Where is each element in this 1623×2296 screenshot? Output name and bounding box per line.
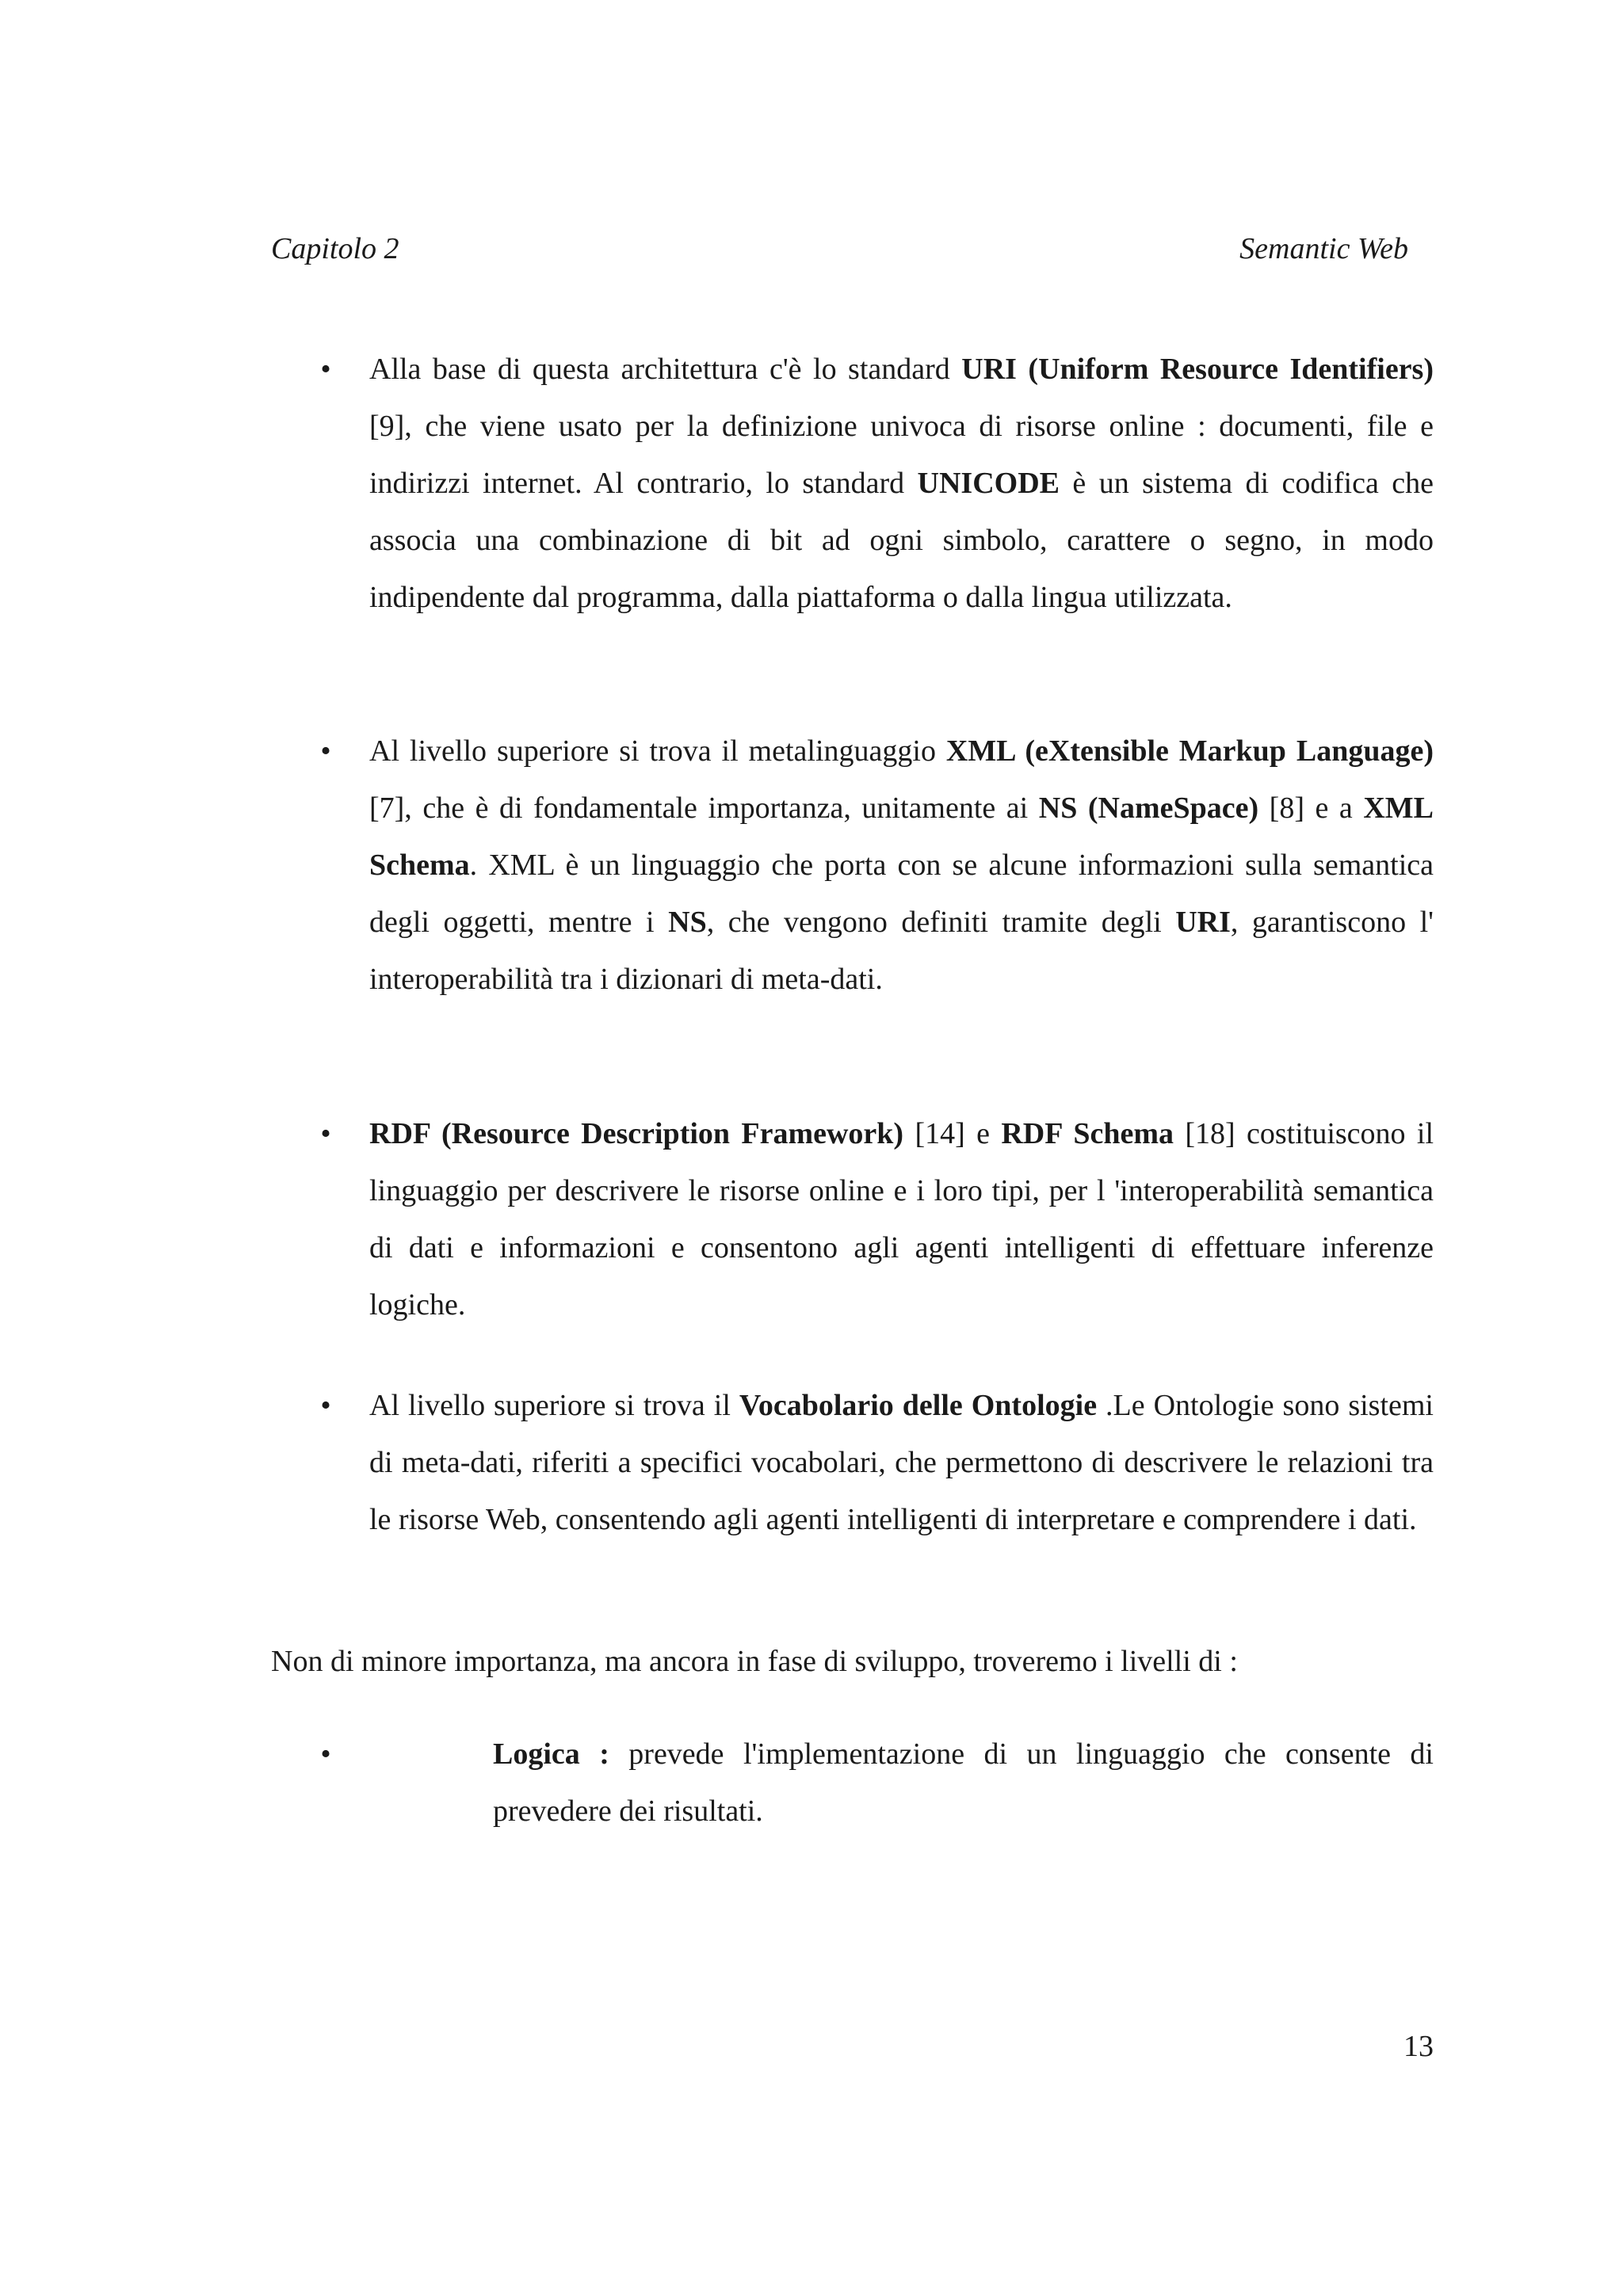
list-item [320,723,1434,1008]
list-item-text [369,1377,1434,1548]
bold-term: UNICODE [917,467,1060,500]
bold-term: URI (Uniform Resource Identifiers) [961,353,1434,386]
bullet-icon: • [320,1737,331,1771]
term-label: Logica : [493,1737,609,1771]
bold-term: RDF Schema [1001,1117,1174,1150]
list-item-text [369,1726,1434,1840]
bold-term: Vocabolario delle Ontologie [739,1389,1098,1422]
bold-term: RDF (Resource Description Framework) [369,1117,904,1150]
bold-term: XML (eXtensible Markup Language) [945,734,1434,768]
page-number: 13 [1403,2030,1434,2063]
list-item [320,1377,1434,1548]
section-title: Semantic Web [1239,232,1408,265]
body-paragraph: Non di minore importanza, ma ancora in fase di sviluppo, troveremo i livelli di : [271,1645,1238,1678]
bullet-icon: • [320,1389,331,1422]
text-run: [8] e a [1258,791,1364,825]
bullet-icon: • [320,734,331,768]
text-run: Alla base di questa architettura c'è lo standard [369,353,962,386]
bold-term: NS (NameSpace) [1038,791,1259,825]
list-item [320,1726,1434,1840]
list-item-text [369,1105,1434,1333]
text-run: .Le Ontologie sono sistemi di meta-dati, riferiti a specifici vocabolari, che permettono di descrivere le relazioni tra le risorse Web, consentendo agli agenti intelligenti di interpretare e comprendere i dati. [369,1389,1434,1536]
list-item [320,1105,1434,1333]
running-header [271,231,1408,273]
text-run: , che vengono definiti tramite degli [706,906,1176,939]
text-run: . XML è un linguaggio che porta con se alcune informazioni sulla semantica degli oggetti, mentre i [369,849,1434,939]
chapter-label: Capitolo 2 [271,232,399,265]
text-run: Al livello superiore si trova il metalinguaggio [369,734,946,768]
text-run: è un sistema di codifica che associa una combinazione di bit ad ogni simbolo, carattere o segno, in modo indipendente dal programma, dalla piattaforma o dalla lingua utilizzata. [369,467,1434,614]
text-run: , garantiscono l' interoperabilità tra i dizionari di meta-dati. [369,906,1434,996]
list-item-text [369,723,1434,1008]
term-description: prevede l'implementazione di un linguaggio che consente di prevedere dei risultati. [493,1737,1434,1828]
bullet-icon: • [320,1117,331,1150]
bold-term: URI [1175,906,1231,939]
text-run: [9], che viene usato per la definizione univoca di risorse online : documenti, file e indirizzi internet. Al contrario, lo standard [369,410,1434,500]
bold-term: XML Schema [369,791,1434,882]
text-run: [7], che è di fondamentale importanza, unitamente ai [369,791,1039,825]
text-run: [18] costituiscono il linguaggio per descrivere le risorse online e i loro tipi, per l 'interoperabilità semantica di dati e informazioni e consentono agli agenti intelligenti di effettuare inferenze logiche. [369,1117,1434,1322]
list-item-text [369,341,1434,626]
text-run: Al livello superiore si trova il [369,1389,739,1422]
bullet-icon: • [320,353,331,386]
bold-term: NS [668,906,707,939]
list-item [320,341,1434,626]
text-run: [14] e [903,1117,1002,1150]
